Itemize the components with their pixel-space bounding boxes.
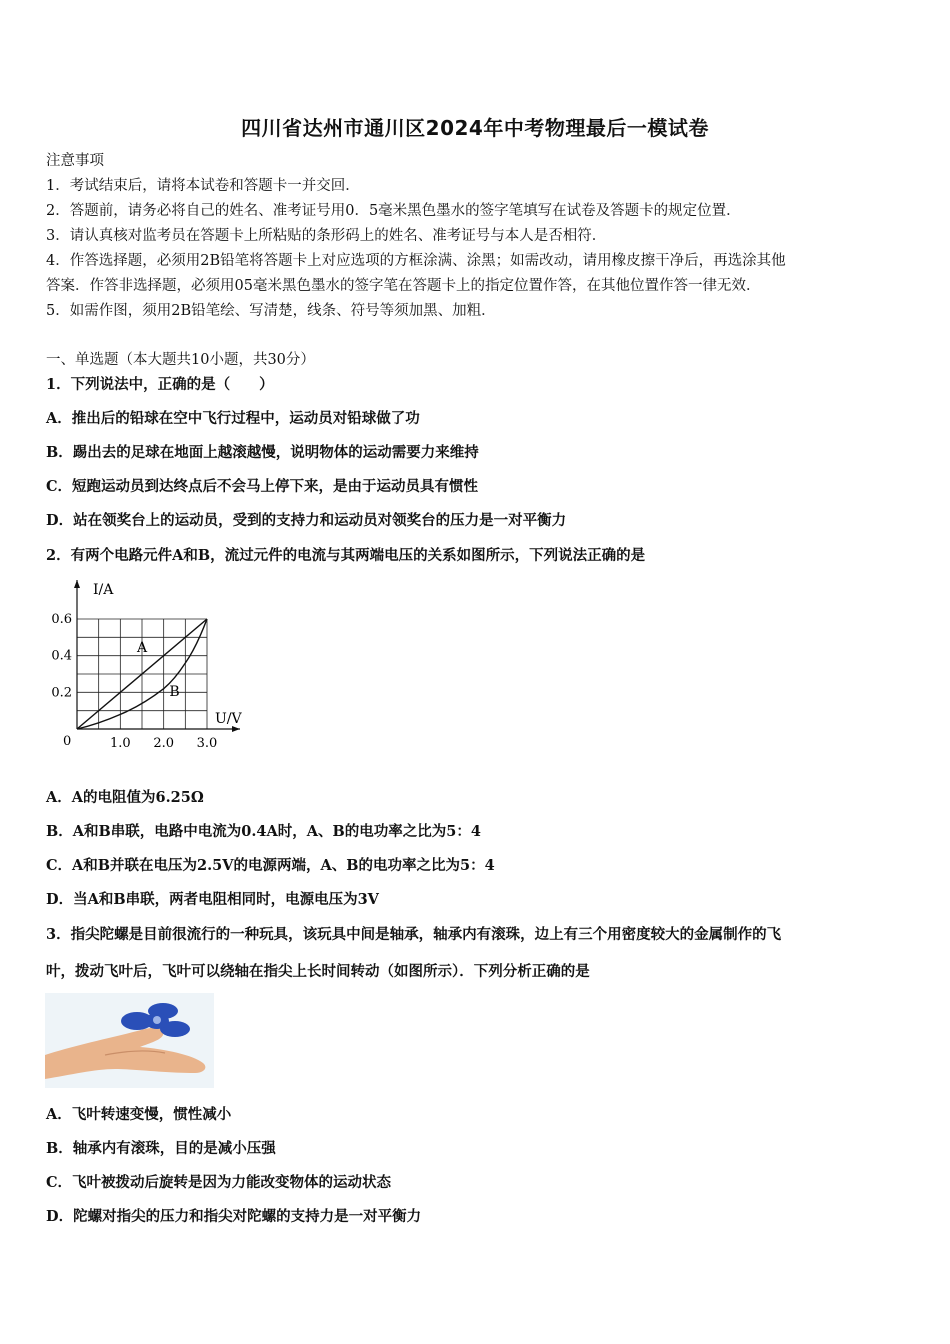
origin-label: 0 <box>63 734 72 749</box>
iv-chart <box>40 575 260 760</box>
q2-option-c: C．A和B并联在电压为2.5V的电源两端，A、B的电功率之比为5：4 <box>46 857 495 874</box>
notice-heading: 注意事项 <box>46 153 104 169</box>
notice-item: 3．请认真核对监考员在答题卡上所粘贴的条形码上的姓名、准考证号与本人是否相符． <box>46 228 607 244</box>
q2-option-b: B．A和B串联，电路中电流为0.4A时，A、B的电功率之比为5：4 <box>46 823 481 840</box>
q3-option-d: D．陀螺对指尖的压力和指尖对陀螺的支持力是一对平衡力 <box>46 1208 422 1225</box>
x-tick-label: 1.0 <box>109 736 131 751</box>
y-axis-label: I/A <box>93 582 114 598</box>
notice-item: 1．考试结束后，请将本试卷和答题卡一并交回． <box>46 178 360 194</box>
y-tick-label: 0.2 <box>51 685 72 701</box>
x-tick-label: 3.0 <box>196 736 218 751</box>
y-tick-label: 0.4 <box>51 648 72 664</box>
series-label: A <box>136 640 148 656</box>
series-label: B <box>169 684 180 700</box>
notice-item: 2．答题前，请务必将自己的姓名、准考证号用0．5毫米黑色墨水的签字笔填写在试卷及答题卡的规定位置． <box>46 203 741 219</box>
q3-option-c: C．飞叶被拨动后旋转是因为力能改变物体的运动状态 <box>46 1174 392 1191</box>
q1-stem: 1．下列说法中，正确的是（ ） <box>46 376 274 393</box>
fidget-spinner-photo <box>45 993 214 1088</box>
x-tick-label: 2.0 <box>153 736 175 751</box>
q1-option-c: C．短跑运动员到达终点后不会马上停下来，是由于运动员具有惯性 <box>46 478 479 495</box>
notice-item: 5．如需作图，须用2B铅笔绘、写清楚，线条、符号等须加黑、加粗． <box>46 303 496 319</box>
notice-item: 答案．作答非选择题，必须用05毫米黑色墨水的签字笔在答题卡上的指定位置作答，在其他位置作答一律无效． <box>46 278 761 294</box>
q3-stem-line1: 3．指尖陀螺是目前很流行的一种玩具，该玩具中间是轴承，轴承内有滚珠，边上有三个用密度较大的金属制作的飞 <box>46 926 782 943</box>
q2-option-d: D．当A和B串联，两者电阻相同时，电源电压为3V <box>46 891 379 908</box>
q3-stem-line2: 叶，拨动飞叶后，飞叶可以绕轴在指尖上长时间转动（如图所示）．下列分析正确的是 <box>46 963 590 980</box>
q1-option-b: B．踢出去的足球在地面上越滚越慢，说明物体的运动需要力来维持 <box>46 444 479 461</box>
q2-option-a: A．A的电阻值为6.25Ω <box>46 789 204 806</box>
page-title: 四川省达州市通川区2024年中考物理最后一模试卷 <box>241 116 709 140</box>
x-axis-label: U/V <box>215 711 242 727</box>
q3-option-b: B．轴承内有滚珠，目的是减小压强 <box>46 1140 276 1157</box>
q2-stem: 2．有两个电路元件A和B，流过元件的电流与其两端电压的关系如图所示，下列说法正确的是 <box>46 547 646 564</box>
notice-item: 4．作答选择题，必须用2B铅笔将答题卡上对应选项的方框涂满、涂黑；如需改动，请用橡皮擦干净后，再选涂其他 <box>46 253 786 269</box>
q1-option-d: D．站在领奖台上的运动员，受到的支持力和运动员对领奖台的压力是一对平衡力 <box>46 512 567 529</box>
q3-option-a: A．飞叶转速变慢，惯性减小 <box>46 1106 232 1123</box>
q1-option-a: A．推出后的铅球在空中飞行过程中，运动员对铅球做了功 <box>46 410 420 427</box>
y-axis-arrow <box>74 580 80 588</box>
y-tick-label: 0.6 <box>51 612 72 627</box>
section-heading: 一、单选题（本大题共10小题，共30分） <box>46 352 315 368</box>
